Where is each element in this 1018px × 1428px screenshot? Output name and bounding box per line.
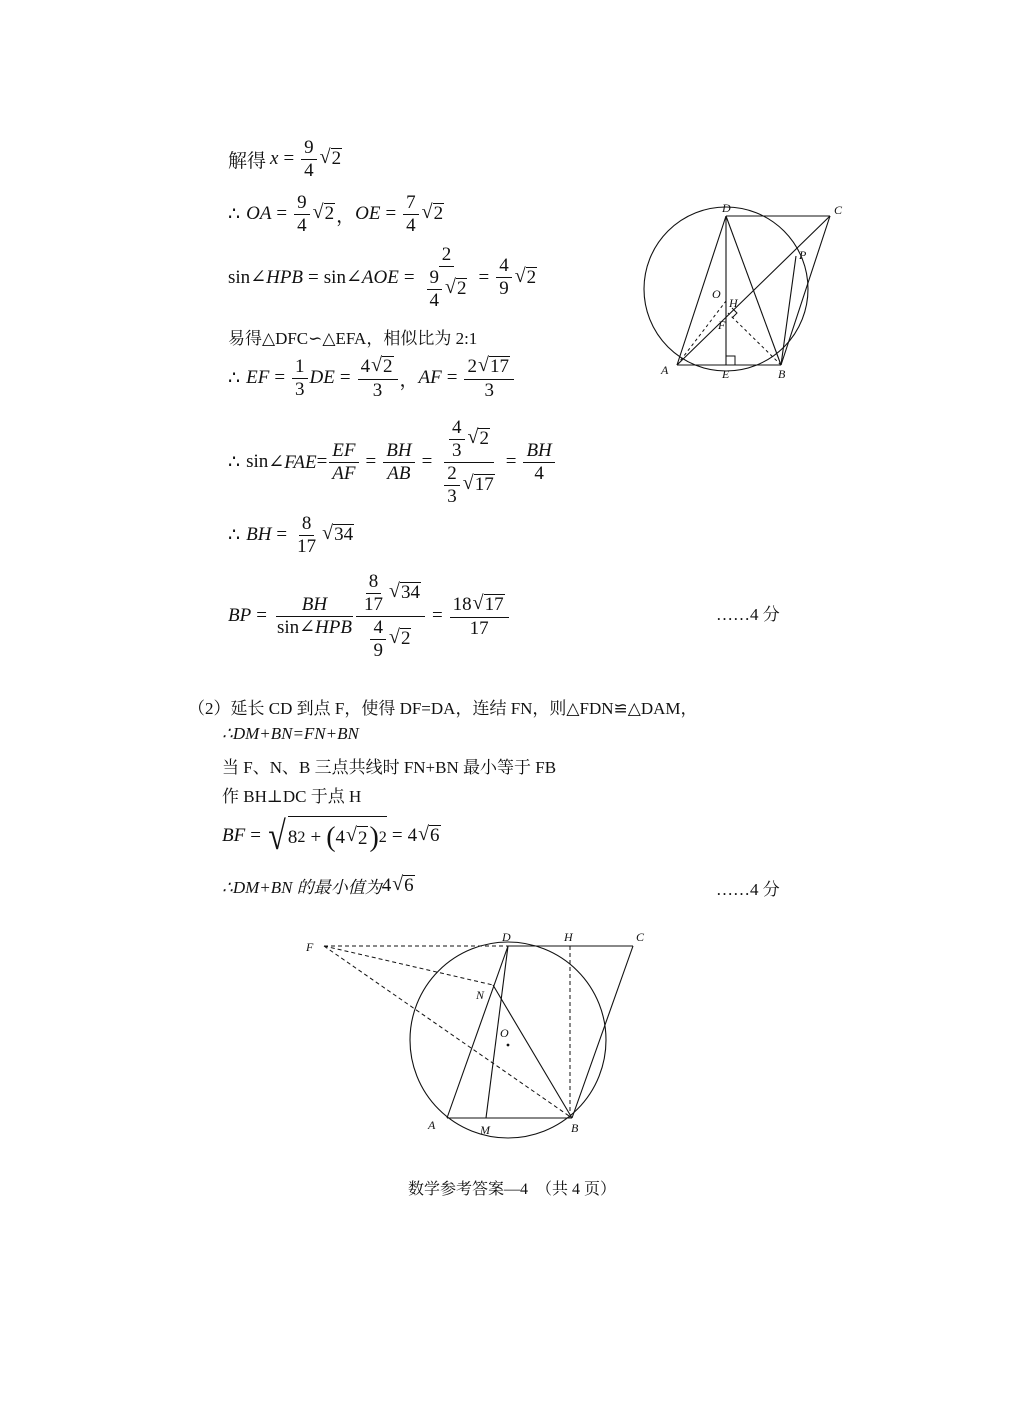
result-coef: 4	[407, 825, 418, 846]
num: 1	[292, 357, 308, 379]
label-n: N	[476, 988, 485, 1002]
den: AF	[332, 462, 356, 484]
label-h: H	[729, 296, 738, 310]
segment-fb-dashed	[324, 946, 572, 1118]
fraction-ef-af	[329, 441, 358, 484]
score-part2: ……4 分	[716, 880, 780, 899]
num	[358, 356, 398, 380]
seg-bf: BF	[222, 825, 246, 846]
fraction-2-3	[444, 464, 460, 507]
radicand: 2	[456, 278, 467, 300]
bf-line: BF = √ 8 2 + ( 4 √ 2 ) 2 = 4 √ 6	[222, 813, 440, 858]
coef-4: 4	[335, 826, 346, 848]
radicand: 2	[479, 428, 489, 450]
eq: =	[365, 451, 377, 473]
radicand: 2	[357, 827, 368, 849]
base-8: 8	[287, 826, 298, 848]
sin: sin	[246, 451, 269, 473]
sqrt-2: √ 2	[346, 823, 368, 849]
seg-ef: EF	[246, 367, 270, 389]
segment-ao-dashed	[677, 301, 726, 365]
sqrt-2: √ 2	[445, 276, 467, 300]
sqrt-big: √ 8 2 + ( 4 √ 2 ) 2	[268, 813, 387, 858]
ef-af-line	[228, 356, 516, 401]
fraction-9-4	[427, 268, 443, 311]
figure-1	[636, 196, 856, 386]
fraction-4-9	[370, 618, 386, 661]
sqrt-2: √ 2	[312, 201, 335, 225]
den: 9	[499, 278, 509, 300]
page-footer: 数学参考答案—4 （共 4 页）	[408, 1181, 617, 1198]
var-x: x	[270, 148, 279, 170]
bh-line	[228, 514, 355, 557]
therefore: ∴	[228, 451, 241, 473]
radicand: 2	[526, 266, 537, 288]
eq: =	[339, 367, 351, 389]
fraction-8-17	[294, 514, 319, 557]
num: 4	[449, 418, 465, 440]
sqrt-17: √ 17	[477, 354, 509, 377]
segment-ad	[447, 946, 508, 1118]
sin: sin	[228, 266, 251, 288]
result-coef: 4	[381, 874, 392, 896]
solve-x-line	[228, 138, 343, 181]
den: 4	[429, 289, 440, 311]
num: 4	[370, 618, 386, 640]
fraction-9-4	[294, 193, 310, 236]
den: 4	[297, 214, 307, 236]
den: 17	[469, 617, 489, 639]
similar-line: 易得△DFC∽△EFA，相似比为 2:1	[228, 329, 478, 348]
radicand: 2	[324, 203, 335, 225]
sqrt-2: √ 2	[388, 626, 411, 650]
radicand: 8 2 + ( 4 √ 2 ) 2	[288, 816, 387, 856]
segment-db	[726, 216, 781, 365]
fraction-compound	[439, 418, 498, 507]
therefore: ∴	[228, 367, 241, 389]
seg-de: DE	[309, 367, 335, 389]
fraction-8-17	[361, 572, 386, 615]
eq: =	[274, 367, 286, 389]
eq: =	[276, 203, 288, 225]
coef: 4	[360, 355, 371, 377]
eq: =	[505, 451, 517, 473]
num: 9	[427, 268, 443, 290]
exp: 2	[297, 828, 306, 846]
fraction-9-4	[301, 138, 317, 181]
segment-fn-dashed	[324, 946, 493, 985]
num: 2	[444, 464, 460, 486]
part2-line2: ∴DM+BN=FN+BN	[222, 724, 359, 743]
num	[444, 418, 494, 463]
sqrt-34: √ 34	[388, 580, 420, 604]
num: 9	[294, 193, 310, 215]
part2-line4: 作 BH⊥DC 于点 H	[222, 787, 362, 806]
label-p: P	[799, 248, 807, 262]
fraction-18sqrt17-17	[450, 591, 509, 639]
fraction-2-over	[422, 245, 472, 311]
segment-bc	[572, 946, 633, 1118]
den: 17	[363, 593, 383, 615]
conclusion-text: ∴DM+BN 的最小值为	[222, 878, 382, 897]
fraction-1-3	[292, 357, 308, 400]
num: 2	[439, 245, 455, 267]
radicand: 6	[430, 825, 440, 847]
den	[274, 617, 355, 638]
sqrt-17: √ 17	[462, 472, 494, 496]
num	[464, 356, 513, 380]
label-m: M	[480, 1123, 490, 1137]
eq: =	[478, 266, 490, 288]
fraction-2sqrt17-3	[464, 356, 513, 401]
sqrt-2: √ 2	[421, 201, 444, 225]
label-f: F	[306, 940, 314, 954]
radicand: 6	[404, 874, 414, 896]
conclusion-line	[222, 873, 416, 898]
den: AB	[387, 462, 411, 484]
oa-oe-line	[228, 193, 445, 236]
sqrt-2: √ 2	[514, 264, 537, 288]
num	[356, 572, 425, 617]
num: 7	[403, 193, 419, 215]
num	[450, 591, 509, 618]
comma: ，	[336, 205, 356, 227]
part2-line3: 当 F、N、B 三点共线时 FN+BN 最小等于 FB	[222, 758, 557, 777]
fraction-bh-ab	[383, 441, 414, 484]
sin: sin	[323, 266, 346, 288]
segment-bh-dashed	[728, 313, 781, 365]
num: 8	[366, 572, 382, 594]
den	[365, 617, 415, 661]
label-f: F	[718, 318, 726, 332]
label-h: H	[564, 930, 573, 944]
segment-bc	[781, 216, 830, 365]
fraction-7-4	[403, 193, 419, 236]
eq: =	[283, 148, 295, 170]
eq: =	[385, 203, 397, 225]
num: BH	[383, 441, 414, 463]
label-b: B	[778, 367, 786, 381]
den: 4	[304, 159, 314, 181]
sin-fae-line	[228, 418, 557, 507]
sqrt-2: √ 2	[319, 146, 342, 170]
bp-line	[228, 572, 511, 661]
eq: =	[403, 266, 415, 288]
figure-2	[300, 925, 660, 1145]
sqrt-2: √ 2	[371, 354, 393, 377]
den: 9	[373, 639, 383, 661]
coef: 2	[467, 355, 477, 377]
eq: =	[256, 605, 267, 627]
radicand: 34	[334, 524, 354, 546]
num: EF	[329, 441, 358, 463]
angle-hpb: ∠HPB	[250, 267, 304, 289]
label-o: O	[712, 287, 721, 301]
fraction-4-3	[449, 418, 465, 461]
seg-af: AF	[418, 367, 442, 389]
label-d: D	[502, 930, 511, 944]
seg-bh: BH	[246, 524, 272, 546]
therefore: ∴	[228, 524, 241, 546]
label-o: O	[500, 1026, 509, 1040]
label-d: D	[722, 201, 731, 215]
comma: ，	[399, 369, 419, 391]
den: 3	[484, 379, 494, 401]
label-a: A	[661, 363, 669, 377]
sqrt-2: √ 2	[467, 426, 489, 450]
sin: sin	[276, 616, 300, 638]
segment-bp	[781, 256, 796, 365]
fraction-bh-4	[523, 441, 554, 484]
num: BH	[276, 595, 353, 617]
num: BH	[523, 441, 554, 463]
exp: 2	[378, 828, 387, 846]
segment-nb	[493, 985, 572, 1118]
solve-label: 解得	[228, 150, 267, 172]
seg-oa: OA	[246, 203, 272, 225]
label-a: A	[428, 1118, 436, 1132]
eq: =	[421, 451, 433, 473]
radicand: 2	[433, 203, 444, 225]
eq: =	[316, 451, 328, 473]
label-b: B	[571, 1121, 579, 1135]
plus: +	[310, 826, 322, 848]
radicand: 2	[400, 628, 411, 650]
den: 17	[297, 535, 317, 557]
angle-hpb: ∠HPB	[299, 616, 352, 638]
radicand: 34	[400, 582, 420, 604]
radicand: 17	[489, 356, 509, 377]
den: 4	[406, 214, 416, 236]
den: 4	[534, 462, 544, 484]
eq: =	[308, 266, 319, 288]
label-c: C	[636, 930, 645, 944]
den	[439, 463, 498, 507]
part2-line1: （2）延长 CD 到点 F，使得 DF=DA，连结 FN，则△FDN≌△DAM，	[188, 699, 698, 718]
eq: =	[446, 367, 458, 389]
fraction-4sqrt2-3	[358, 356, 398, 401]
radicand: 2	[383, 356, 393, 377]
sqrt-6: √ 6	[418, 823, 440, 847]
eq: =	[431, 605, 443, 627]
fraction-4-9	[496, 256, 512, 299]
num: 8	[299, 514, 315, 536]
radicand: 17	[474, 474, 494, 496]
coef: 18	[452, 593, 472, 615]
angle-fae: ∠FAE	[268, 451, 317, 473]
sin-hpb-line	[228, 245, 538, 311]
label-e: E	[722, 367, 730, 381]
num: 9	[301, 138, 317, 160]
sqrt-17: √ 17	[472, 591, 504, 615]
den: 3	[295, 378, 305, 400]
seg-oe: OE	[355, 203, 381, 225]
circle-o	[410, 942, 606, 1138]
right-angle-e	[726, 356, 735, 365]
den	[422, 267, 472, 311]
point-o	[507, 1044, 510, 1047]
fraction-compound	[356, 572, 425, 661]
sqrt-34: √ 34	[322, 522, 354, 546]
num: 4	[496, 256, 512, 278]
seg-bp: BP	[228, 605, 252, 627]
angle-aoe: ∠AOE	[345, 267, 399, 289]
score-part1: ……4 分	[716, 605, 780, 624]
fraction-bh-sin	[274, 595, 355, 638]
den: 3	[447, 485, 457, 507]
label-c: C	[834, 203, 843, 217]
therefore: ∴	[228, 203, 241, 225]
den: 3	[452, 439, 462, 461]
eq: =	[276, 524, 288, 546]
radicand: 17	[484, 593, 504, 615]
den: 3	[372, 379, 383, 401]
radicand: 2	[331, 148, 342, 170]
sqrt-6: √ 6	[392, 872, 414, 896]
